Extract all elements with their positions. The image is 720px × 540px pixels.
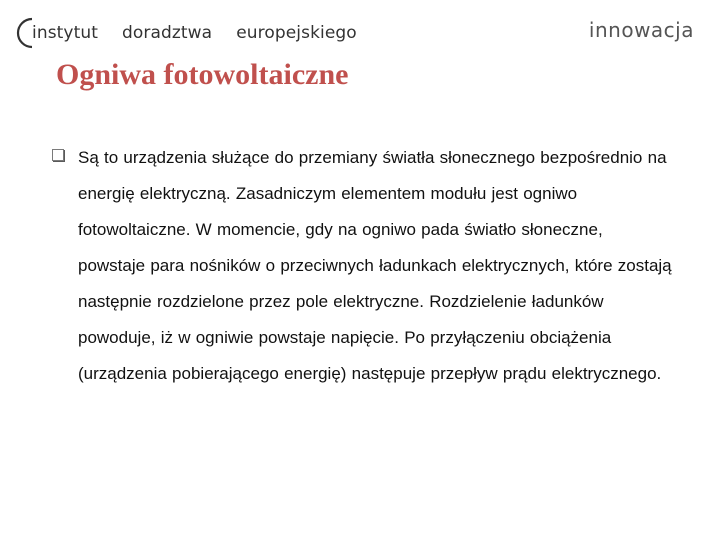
logo-innowacja: innowacja — [588, 18, 694, 42]
logo-word-2: doradztwa — [122, 23, 213, 43]
bullet-list-item — [52, 140, 672, 392]
square-bullet-icon — [52, 149, 64, 161]
bullet-text: Są to urządzenia służące do przemiany światła słonecznego bezpośrednio na energię elektryczną. Zasadniczym elementem modułu jest ogniwo fotowoltaiczne. W momencie, gdy na ogniwo pada światło słoneczne, powstaje para nośników o przeciwnych ładunkach elektrycznych, które zostają następnie rozdzielone przez pole elektryczne. Rozdzielenie ładunków powoduje, iż w ogniwie powstaje napięcie. Po przyłączeniu obciążenia (urządzenia pobierającego energię) następuje przepływ prądu elektrycznego. — [78, 148, 672, 383]
logo-word-3: europejskiego — [236, 23, 357, 43]
slide-title: Ogniwa fotowoltaiczne — [56, 58, 349, 91]
logo-instytut-doradztwa-europejskiego — [12, 14, 357, 52]
logo-word-1: instytut — [32, 23, 98, 43]
